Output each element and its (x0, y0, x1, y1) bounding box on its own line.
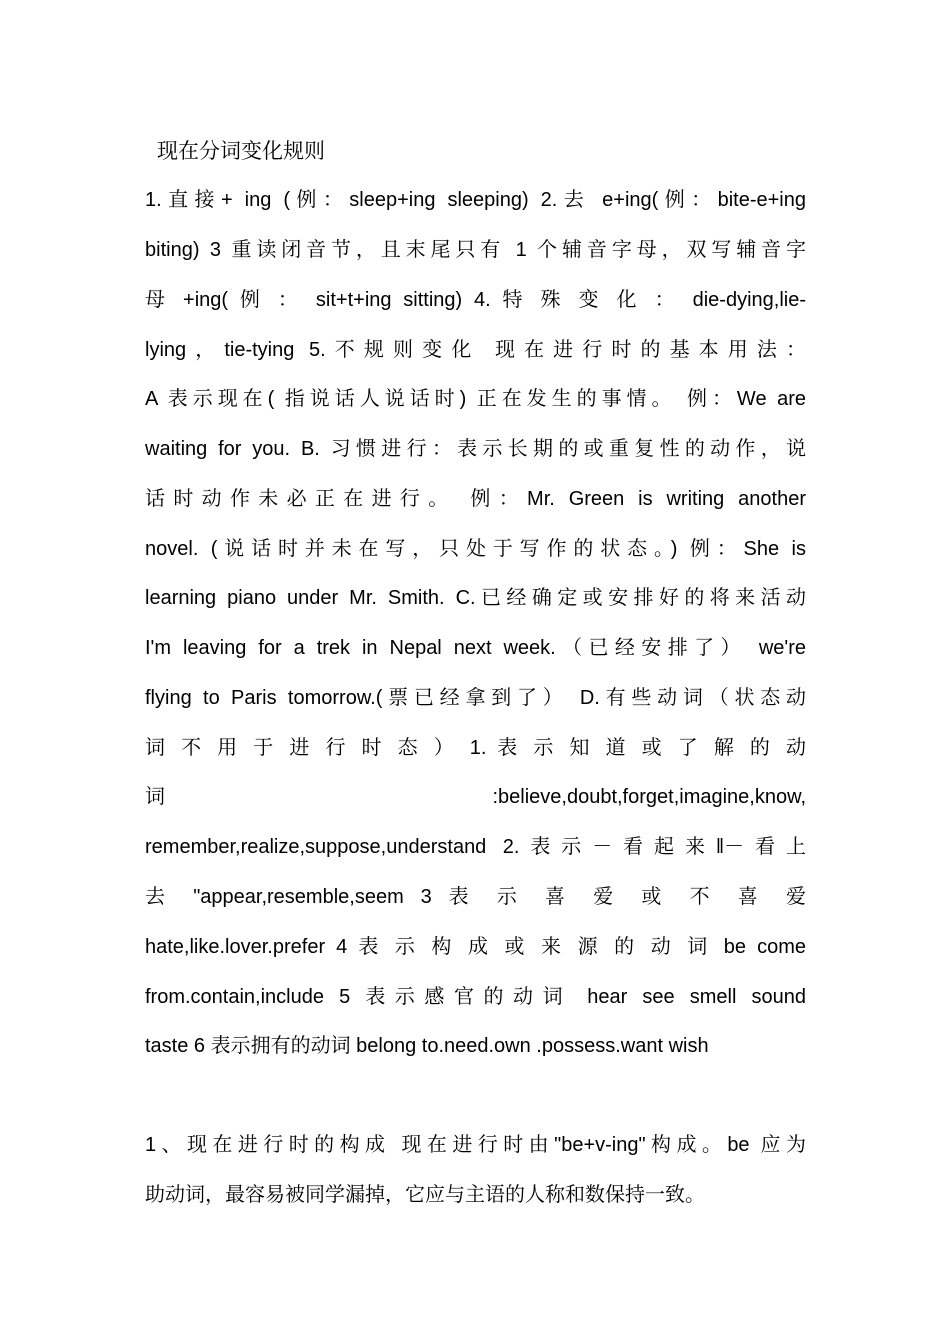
text-line: 1、现在进行时的构成 现在进行时由"be+v-ing"构成。be 应为 (145, 1134, 806, 1156)
text-line: A 表示现在( 指说话人说话时) 正在发生的事情。 例：We are (145, 388, 806, 410)
text-line: 词 :believe,doubt,forget,imagine,know, (145, 786, 806, 808)
text-line: 母 +ing( 例 ： sit+t+ing sitting) 4. 特 殊 变 化 ： die-dying,lie- (145, 289, 806, 311)
document-title: 现在分词变化规则 (157, 139, 325, 163)
text-line: flying to Paris tomorrow.(票已经拿到了） D.有些动词（状态动 (145, 687, 806, 709)
text-line: 助动词，最容易被同学漏掉，它应与主语的人称和数保持一致。 (145, 1184, 705, 1206)
text-line: taste 6 表示拥有的动词 belong to.need.own .possess.want wish (145, 1035, 709, 1057)
text-line: lying，tie-tying 5.不规则变化 现在进行时的基本用法： (145, 339, 806, 361)
text-line: I'm leaving for a trek in Nepal next week.（已经安排了） we're (145, 637, 806, 659)
text-line: novel. (说话时并未在写，只处于写作的状态。) 例：She is (145, 538, 806, 560)
text-line: 话时动作未必正在进行。 例：Mr. Green is writing another (145, 488, 806, 510)
text-line: waiting for you. B. 习惯进行：表示长期的或重复性的动作，说 (145, 438, 806, 460)
text-line: biting) 3 重读闭音节，且末尾只有 1 个辅音字母，双写辅音字 (145, 239, 806, 261)
text-line: hate,like.lover.prefer 4 表 示 构 成 或 来 源 的 动 词 be come (145, 936, 806, 958)
text-line: from.contain,include 5 表示感官的动词 hear see smell sound (145, 986, 806, 1008)
text-line: 1.直接+ ing (例：sleep+ing sleeping) 2.去 e+ing(例：bite-e+ing (145, 189, 806, 211)
text-line: learning piano under Mr. Smith. C.已经确定或安排好的将来活动 (145, 587, 806, 609)
text-line: 词 不 用 于 进 行 时 态 ） 1. 表 示 知 道 或 了 解 的 动 (145, 737, 806, 759)
text-line: remember,realize,suppose,understand 2.表示－看起来‖－看上 (145, 836, 806, 858)
text-line: 去 "appear,resemble,seem 3 表 示 喜 爱 或 不 喜 爱 (145, 886, 806, 908)
